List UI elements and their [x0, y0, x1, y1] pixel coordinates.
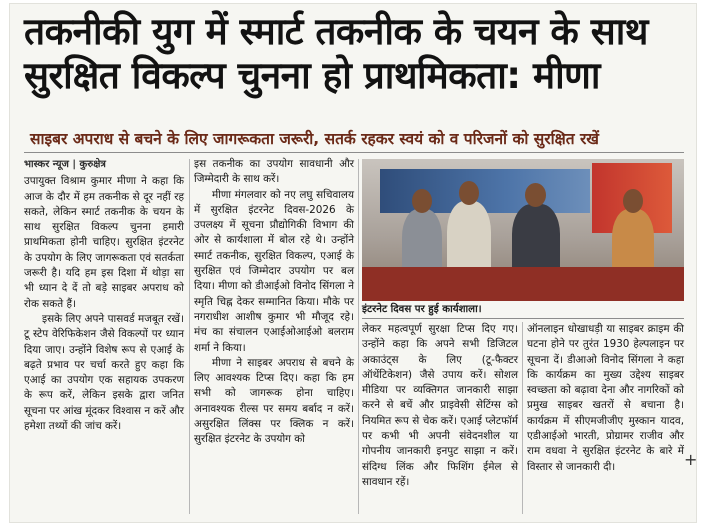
article-headline: तकनीकी युग में स्मार्ट तकनीक के चयन के साथ सुरक्षित विकल्प चुनना हो प्राथमिकता: मीणा	[24, 10, 648, 97]
article-column-2	[194, 157, 354, 448]
col1-paragraph-1: उपायुक्त विश्राम कुमार मीणा ने कहा कि आज के दौर में हम तकनीक से दूर नहीं रह सकते, लेकिन स्मार्ट तकनीक के चयन के साथ सुरक्षित विकल्प चुनना हमारी प्राथमिकता होनी चाहिए। सुरक्षित इंटरनेट के उपयोग के लिए जागरूकता एवं सतर्कता जरूरी है। यदि हम इस दिशा में थोड़ा सा भी ध्यान दे दें तो बड़े साइबर अपराध को रोक सकते हैं।	[24, 175, 184, 310]
col2-paragraph-1: इस तकनीक का उपयोग सावधानी और जिम्मेदारी के साथ करें।	[194, 158, 354, 186]
article-column-4	[527, 322, 684, 475]
col2-paragraph-3: मीणा ने साइबर अपराध से बचने के लिए आवश्यक टिप्स दिए। कहा कि हम सभी को जागरूक होना चाहिए। अनावश्यक रील्स पर समय बर्बाद न करें। असुरक्षित लिंक्स पर क्लिक न करें। सुरक्षित इंटरनेट के उपयोग को	[194, 356, 354, 446]
col4-paragraph-1: ऑनलाइन धोखाधड़ी या साइबर क्राइम की घटना होने पर तुरंत 1930 हेल्पलाइन पर सूचना दें। डीआओ विनोद सिंगला ने कहा कि कार्यक्रम का मुख्य उद्देश्य साइबर स्वच्छता को बढ़ावा देना और नागरिकों को प्रमुख साइबर खतरों से बचाना है। कार्यक्रम में सीएमजीजीए मुस्कान यादव, एडीआईओ भारती, प्रोग्रामर राजीव और राम वधवा ने सुरक्षित इंटरनेट के बारे में विस्तार से जानकारी दी।	[527, 323, 684, 473]
col2-paragraph-2: मीणा मंगलवार को नए लघु सचिवालय में सुरक्षित इंटरनेट दिवस-2026 के उपलक्ष्य में सूचना प्रौद्योगिकी विभाग की ओर से कार्यशाला में बोल रहे थे। उन्होंने स्मार्ट तकनीक, सुरक्षित विकल्प, एआई के सुरक्षित एवं जिम्मेदार उपयोग पर बल दिया। मीणा को डीआईओ विनोद सिंगला ने स्मृति चिह्न देकर सम्मानित किया। मौके पर नगराधीश आशीष कुमार भी मौजूद रहे। मंच का संचालन एआईओआईओ बलराम शर्मा ने किया।	[194, 188, 354, 354]
col3-paragraph-1: लेकर महत्वपूर्ण सुरक्षा टिप्स दिए गए। उन्होंने कहा कि अपने सभी डिजिटल अकाउंट्स के लिए (टू-फैक्टर ऑथेंटिकेशन) जैसे उपाय करें। सोशल मीडिया पर व्यक्तिगत जानकारी साझा करने से बचें और प्राइवेसी सेटिंग्स को नियमित रूप से चेक करें। एआई प्लेटफॉर्म पर कभी भी अपनी संवेदनशील या गोपनीय जानकारी इनपुट साझा न करें। संदिग्ध लिंक और फिशिंग ईमेल से सावधान रहें।	[362, 323, 518, 488]
article-column-1	[24, 157, 184, 434]
plus-mark: +	[684, 450, 698, 469]
subhead-rule	[24, 152, 684, 153]
article-column-3	[362, 322, 518, 490]
column-divider	[189, 159, 190, 514]
caption-rule	[362, 318, 684, 319]
column-divider	[358, 159, 359, 514]
newspaper-clipping	[10, 4, 696, 522]
column-divider	[522, 322, 523, 514]
col1-paragraph-2: इसके लिए अपने पासवर्ड मजबूत रखें। टू स्टेप वेरिफिकेशन जैसे विकल्पों पर ध्यान दिया जाए। उन्होंने विशेष रूप से एआई के बढ़ते प्रभाव पर चर्चा करते हुए कहा कि एआई का उपयोग एक सहायक उपकरण के रूप करें, लेकिन इसके द्वारा जनित सूचना पर आंख मूंदकर विश्वास न करें और हमेशा तथ्यों की जांच करें।	[24, 312, 184, 433]
event-photo	[362, 159, 684, 301]
article-subheadline: साइबर अपराध से बचने के लिए जागरूकता जरूरी, सतर्क रहकर स्वयं को व परिजनों को सुरक्षित रखें	[30, 130, 599, 148]
article-byline: भास्कर न्यूज | कुरुक्षेत्र	[24, 159, 106, 170]
photo-caption: इंटरनेट दिवस पर हुई कार्यशाला।	[362, 304, 482, 315]
